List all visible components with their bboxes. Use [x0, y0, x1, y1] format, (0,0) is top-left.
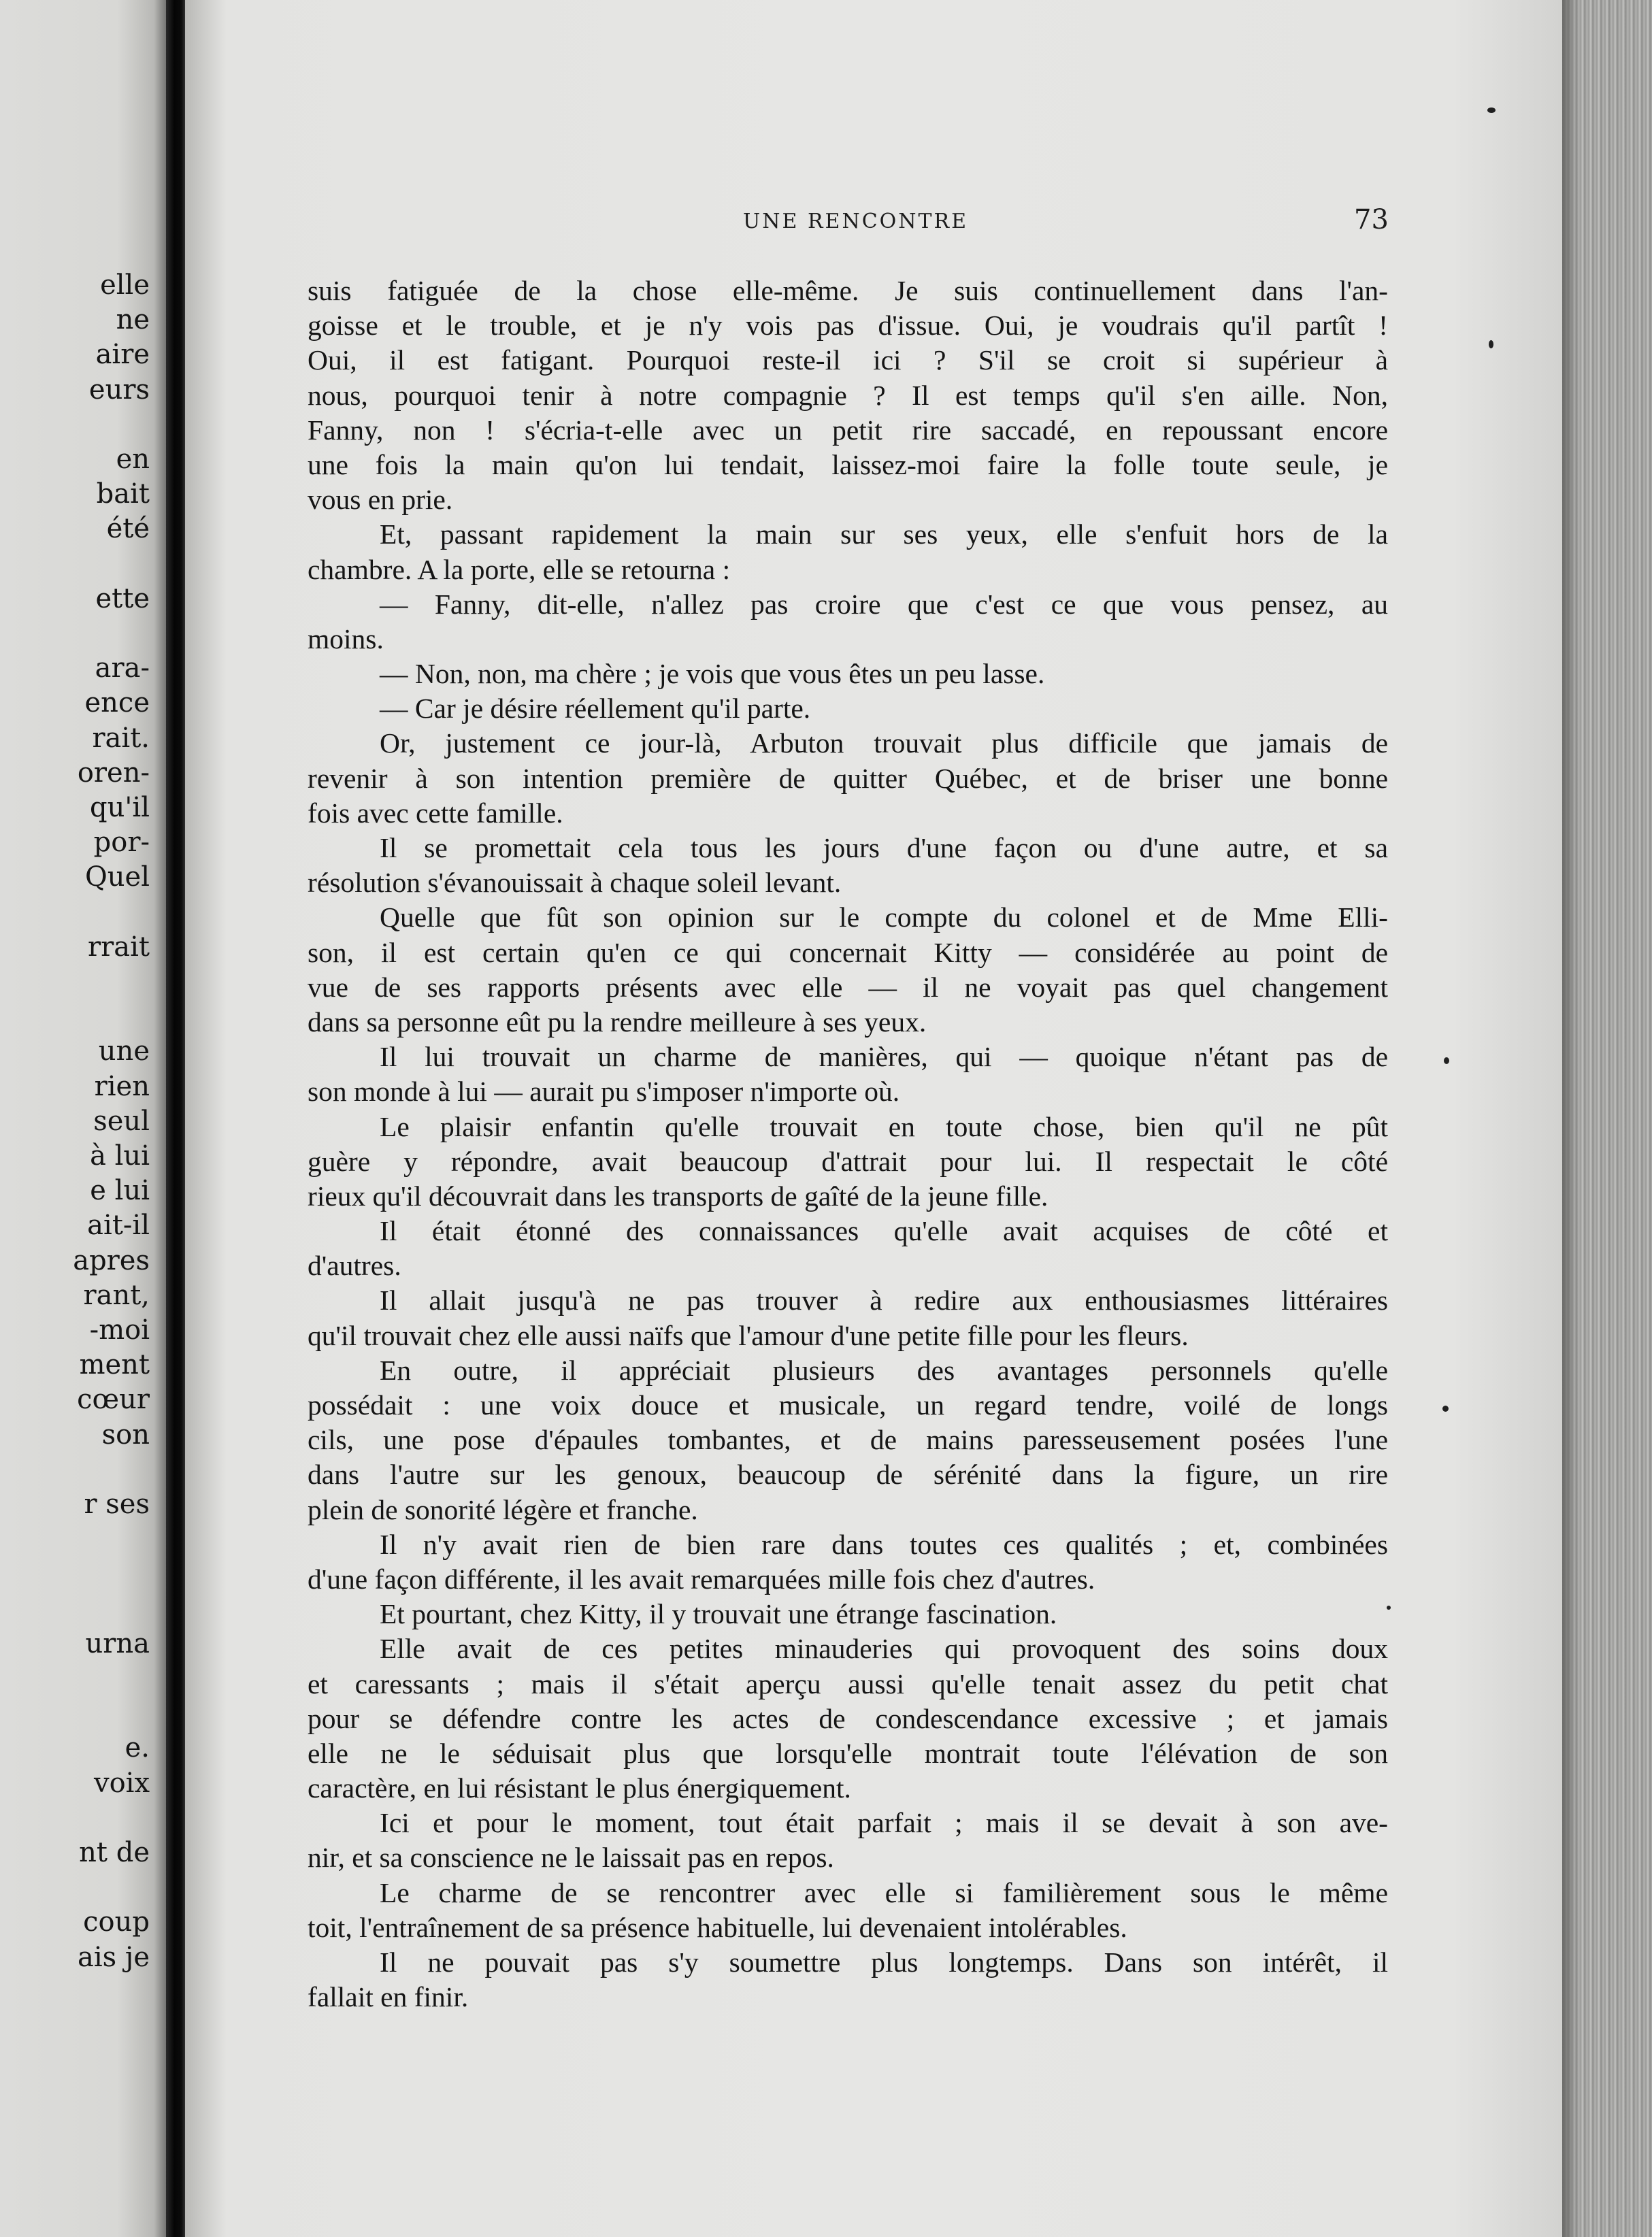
left-page-fragment: eurs	[88, 374, 150, 405]
left-page-fragment: à lui	[90, 1140, 150, 1172]
scan-speck	[1489, 340, 1493, 348]
left-page-fragment: rien	[94, 1070, 150, 1102]
text-line: dans sa personne eût pu la rendre meilleure à ses yeux.	[308, 1006, 927, 1038]
text-line: Il allait jusqu'à ne pas trouver à redire aux enthousiasmes littéraires	[380, 1285, 1388, 1316]
left-page-fragment: qu'il	[90, 792, 150, 823]
left-page-fragment: voix	[93, 1767, 150, 1799]
text-line: fois avec cette famille.	[308, 797, 563, 829]
text-line: plein de sonorité légère et franche.	[308, 1493, 698, 1525]
left-page-fragment: ette	[95, 582, 150, 614]
text-line: revenir à son intention première de quitter Québec, et de briser une bonne	[308, 762, 1388, 794]
scan-speck	[1444, 1057, 1449, 1064]
text-line: d'autres.	[308, 1250, 401, 1282]
scan-speck	[1442, 1406, 1449, 1412]
page-number: 73	[1354, 204, 1389, 235]
left-facing-page	[0, 0, 167, 2237]
text-line: — Fanny, dit-elle, n'allez pas croire que c'est ce que vous pensez, au	[380, 588, 1388, 620]
text-line: suis fatiguée de la chose elle-même. Je suis continuellement dans l'an-	[308, 275, 1388, 306]
text-line: rieux qu'il découvrait dans les transports de gaîté de la jeune fille.	[308, 1180, 1048, 1212]
text-line: chambre. A la porte, elle se retourna :	[308, 553, 731, 585]
left-page-fragment: ara-	[95, 652, 150, 684]
text-line: pour se défendre contre les actes de condescendance excessive ; et jamais	[308, 1702, 1388, 1734]
text-line: vue de ses rapports présents avec elle — il ne voyait pas quel changement	[308, 971, 1388, 1003]
left-page-fragment: bait	[96, 478, 150, 510]
left-page-fragment: cœur	[77, 1384, 150, 1416]
left-page-fragment: ence	[84, 687, 150, 719]
text-line: qu'il trouvait chez elle aussi naïfs que l'amour d'une petite fille pour les fleurs.	[308, 1319, 1189, 1351]
left-page-fragment: -moi	[89, 1314, 150, 1346]
text-line: — Non, non, ma chère ; je vois que vous êtes un peu lasse.	[380, 658, 1045, 690]
left-page-fragment: coup	[83, 1906, 150, 1938]
left-page-fragment: rant,	[83, 1279, 150, 1311]
text-line: Le charme de se rencontrer avec elle si familièrement sous le même	[380, 1876, 1388, 1908]
left-page-fragment: en	[116, 444, 150, 475]
text-line: Il était étonné des connaissances qu'elle avait acquises de côté et	[380, 1215, 1388, 1247]
text-line: Il ne pouvait pas s'y soumettre plus longtemps. Dans son intérêt, il	[380, 1946, 1388, 1978]
left-page-fragment: seul	[93, 1105, 150, 1137]
text-line: Fanny, non ! s'écria-t-elle avec un petit rire saccadé, en repoussant encore	[308, 414, 1388, 446]
text-line: nous, pourquoi tenir à notre compagnie ? Il est temps qu'il s'en aille. Non,	[308, 379, 1388, 411]
left-page-fragment: rait.	[92, 722, 150, 754]
left-page-fragment: elle	[100, 269, 150, 301]
left-page-fragment: une	[98, 1035, 150, 1067]
text-line: son monde à lui — aurait pu s'imposer n'importe où.	[308, 1076, 900, 1108]
text-line: dans l'autre sur les genoux, beaucoup de sérénité dans la figure, un rire	[308, 1459, 1388, 1491]
text-line: caractère, en lui résistant le plus énergiquement.	[308, 1772, 851, 1804]
text-line: Quelle que fût son opinion sur le compte du colonel et de Mme Elli-	[380, 901, 1388, 933]
text-line: goisse et le trouble, et je n'y vois pas d'issue. Oui, je voudrais qu'il partît !	[308, 310, 1388, 342]
scan-speck	[1387, 1606, 1391, 1610]
left-page-fragment: nt de	[79, 1837, 150, 1868]
text-line: — Car je désire réellement qu'il parte.	[380, 693, 811, 725]
text-line: fallait en finir.	[308, 1981, 469, 2013]
left-page-fragment: aire	[95, 339, 150, 371]
left-page-fragment: por-	[93, 827, 150, 859]
body-text	[308, 274, 1388, 2015]
text-line: vous en prie.	[308, 484, 453, 516]
text-line: Il n'y avait rien de bien rare dans toutes ces qualités ; et, combinées	[380, 1528, 1388, 1560]
text-line: Or, justement ce jour-là, Arbuton trouvait plus difficile que jamais de	[380, 727, 1388, 759]
text-line: Il se promettait cela tous les jours d'une façon ou d'une autre, et sa	[380, 832, 1388, 863]
text-line: et caressants ; mais il s'était aperçu aussi qu'elle tenait assez du petit chat	[308, 1668, 1388, 1700]
text-line: Elle avait de ces petites minauderies qui provoquent des soins doux	[380, 1633, 1388, 1665]
text-line: Et, passant rapidement la main sur ses yeux, elle s'enfuit hors de la	[380, 518, 1388, 550]
text-line: toit, l'entraînement de sa présence habituelle, lui devenaient intolérables.	[308, 1911, 1127, 1943]
left-page-fragment: rrait	[88, 931, 150, 963]
text-line: Ici et pour le moment, tout était parfait ; mais il se devait à son ave-	[380, 1807, 1388, 1839]
left-page-fragment: oren-	[77, 757, 150, 789]
text-line: nir, et sa conscience ne le laissait pas en repos.	[308, 1842, 834, 1874]
text-line: elle ne le séduisait plus que lorsqu'elle montrait toute l'élévation de son	[308, 1737, 1388, 1769]
text-line: une fois la main qu'on lui tendait, laissez-moi faire la folle toute seule, je	[308, 448, 1388, 480]
left-page-fragment: été	[106, 513, 150, 545]
left-page-fragment: ait-il	[87, 1210, 150, 1242]
text-line: résolution s'évanouissait à chaque soleil levant.	[308, 867, 842, 899]
text-line: Oui, il est fatigant. Pourquoi reste-il ici ? S'il se croit si supérieur à	[308, 344, 1388, 376]
text-line: cils, une pose d'épaules tombantes, et de mains paresseusement posées l'une	[308, 1424, 1388, 1456]
text-line: son, il est certain qu'en ce qui concernait Kitty — considérée au point de	[308, 936, 1388, 968]
text-line: En outre, il appréciait plusieurs des avantages personnels qu'elle	[380, 1354, 1388, 1386]
scan-speck	[1487, 107, 1496, 113]
text-line: d'une façon différente, il les avait remarquées mille fois chez d'autres.	[308, 1563, 1095, 1595]
left-page-fragment: e lui	[90, 1175, 150, 1207]
left-page-fragment: apres	[73, 1244, 150, 1276]
left-page-fragment: son	[101, 1419, 150, 1451]
text-line: Et pourtant, chez Kitty, il y trouvait une étrange fascination.	[380, 1598, 1057, 1630]
left-page-fragment: ais je	[78, 1941, 150, 1973]
left-page-fragment: e.	[125, 1732, 150, 1764]
text-line: Il lui trouvait un charme de manières, qui — quoique n'étant pas de	[380, 1041, 1388, 1073]
book-gutter-shadow	[166, 0, 186, 2237]
left-page-fragment: urna	[85, 1627, 150, 1659]
left-page-fragment: ne	[116, 304, 150, 336]
left-page-fragment: ment	[79, 1349, 150, 1381]
text-line: Le plaisir enfantin qu'elle trouvait en toute chose, bien qu'il ne pût	[380, 1110, 1388, 1142]
text-line: guère y répondre, avait beaucoup d'attrait pour lui. Il respectait le côté	[308, 1145, 1388, 1177]
text-line: moins.	[308, 623, 384, 654]
left-page-fragment: Quel	[84, 861, 150, 893]
running-title: UNE RENCONTRE	[743, 210, 969, 233]
page-edge-shadow	[1562, 0, 1579, 2237]
left-page-fragment: r ses	[84, 1489, 150, 1520]
text-line: possédait : une voix douce et musicale, un regard tendre, voilé de longs	[308, 1389, 1388, 1421]
